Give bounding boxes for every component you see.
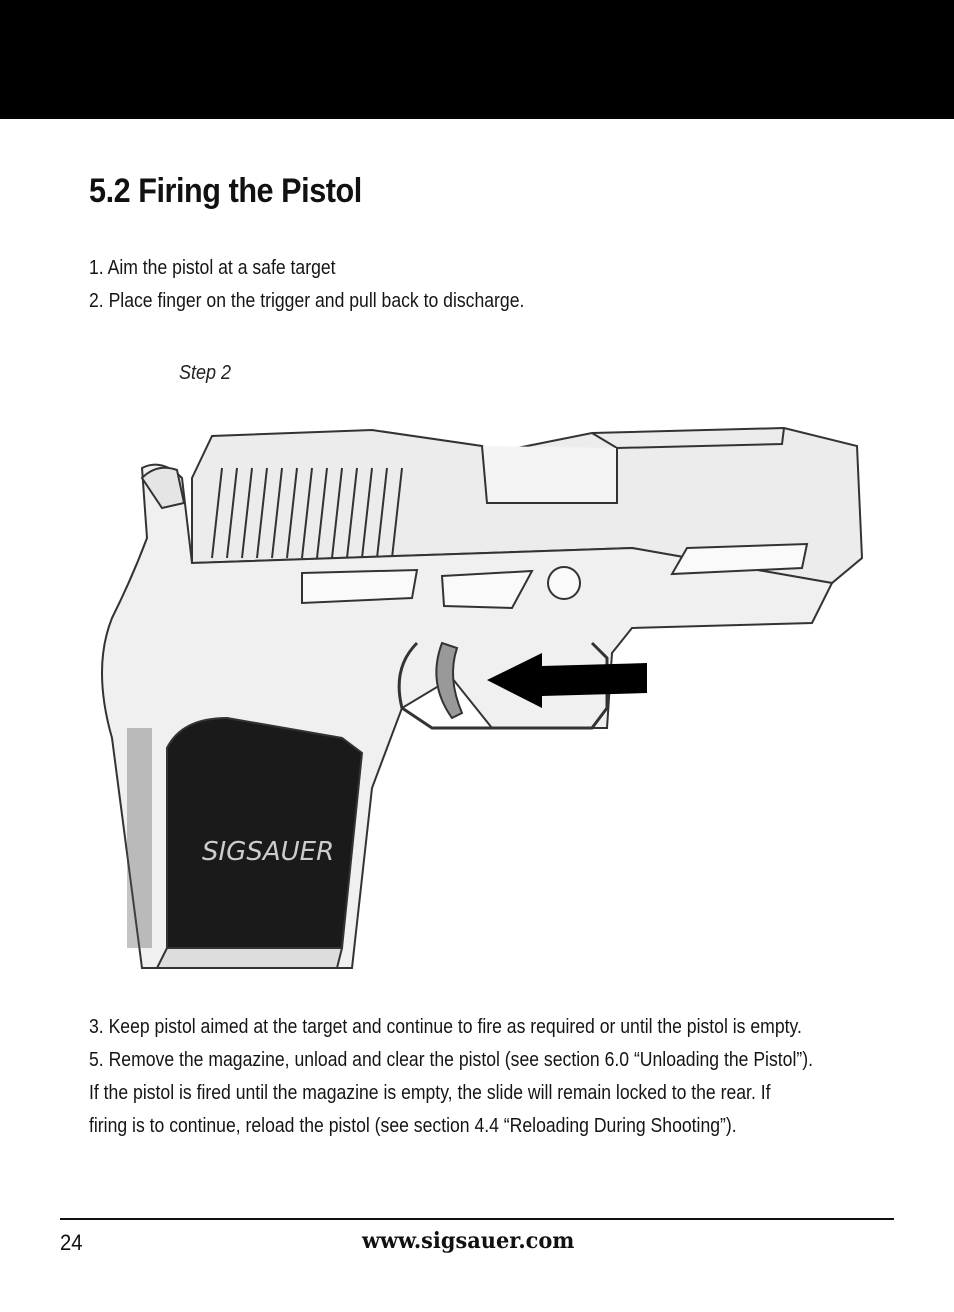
step-item: 3. Keep pistol aimed at the target and continue to fire as required or until the pistol is empty. xyxy=(89,1016,802,1038)
footer-rule xyxy=(60,1218,894,1220)
paragraph-line: If the pistol is fired until the magazine is empty, the slide will remain locked to the rear. If xyxy=(89,1082,771,1104)
pistol-illustration xyxy=(72,408,894,988)
step-item: 1. Aim the pistol at a safe target xyxy=(89,257,336,279)
grip-panel xyxy=(167,718,362,948)
header-band xyxy=(0,0,954,119)
page-number: 24 xyxy=(60,1230,83,1255)
website-url: www.sigsauer.com xyxy=(362,1228,575,1254)
steps-list-bottom xyxy=(89,1011,919,1143)
step-item: 5. Remove the magazine, unload and clear the pistol (see section 6.0 “Unloading the Pistol”). xyxy=(89,1049,813,1071)
steps-list-top xyxy=(89,252,909,318)
figure-caption: Step 2 xyxy=(179,362,232,384)
step-item: 2. Place finger on the trigger and pull back to discharge. xyxy=(89,290,525,312)
grip-logo: SIGSAUER xyxy=(202,837,335,867)
paragraph-line: firing is to continue, reload the pistol (see section 4.4 “Reloading During Shooting”). xyxy=(89,1115,737,1137)
page-title: 5.2 Firing the Pistol xyxy=(89,172,362,210)
